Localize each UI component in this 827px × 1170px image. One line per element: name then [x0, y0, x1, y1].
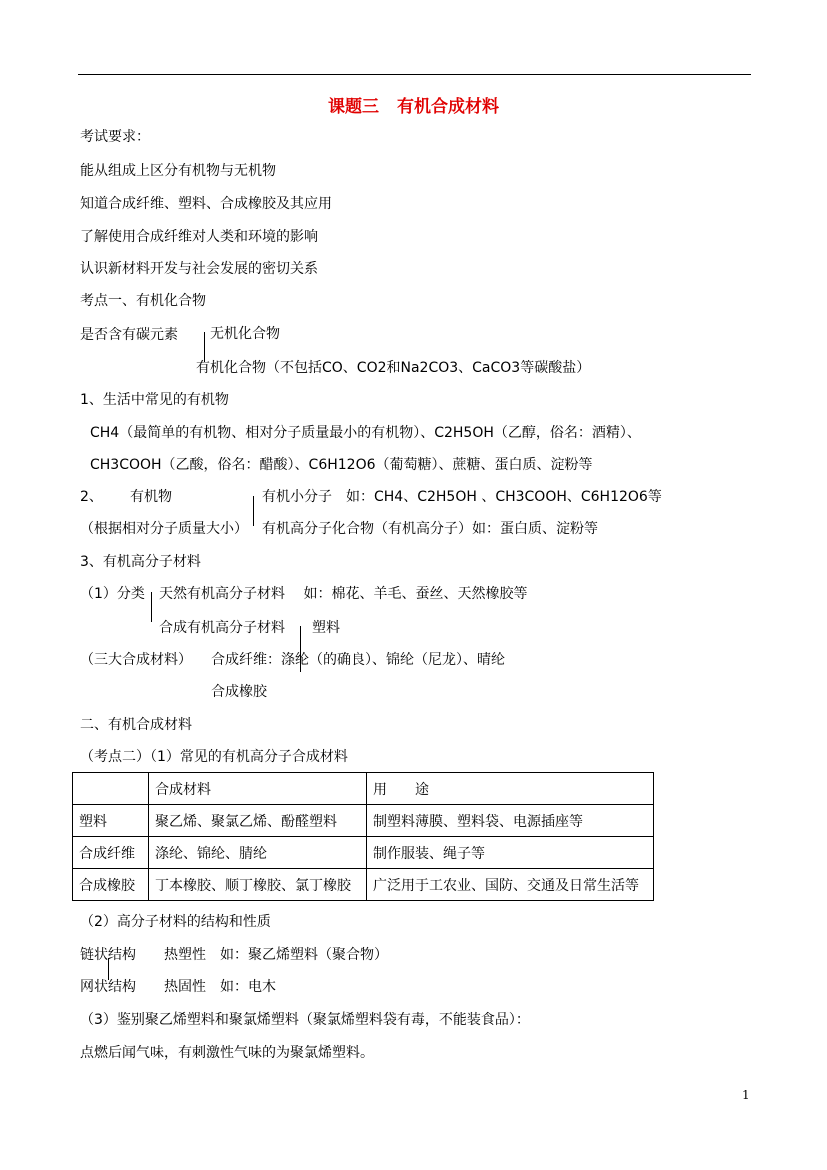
- plastic-label: 塑料: [312, 620, 340, 636]
- classify-basis: （根据相对分子质量大小）: [80, 521, 248, 537]
- table-cell: 合成橡胶: [73, 869, 149, 901]
- table-cell: 制塑料薄膜、塑料袋、电源插座等: [367, 805, 654, 837]
- carbon-label: 是否含有碳元素: [80, 327, 178, 343]
- synthetic-polymer: 合成有机高分子材料: [159, 620, 285, 636]
- requirement-item: 知道合成纤维、塑料、合成橡胶及其应用: [80, 196, 332, 212]
- materials-table: [72, 772, 654, 901]
- table-cell: 涤纶、锦纶、腈纶: [149, 837, 367, 869]
- classify-brace: [253, 496, 254, 526]
- page-title: [0, 92, 827, 117]
- polymer-class-label: （1）分类: [80, 586, 145, 602]
- inorganic-compound: 无机化合物: [210, 326, 280, 342]
- large-molecule: 有机高分子化合物（有机高分子）如：蛋白质、淀粉等: [262, 521, 598, 537]
- classify-number: 2、: [80, 489, 103, 505]
- classification-brace: [204, 332, 205, 362]
- table-cell: 制作服装、绳子等: [367, 837, 654, 869]
- common-line1: CH4（最简单的有机物、相对分子质量最小的有机物）、C2H5OH（乙醇，俗名：酒精）、: [90, 425, 641, 441]
- table-row: [73, 805, 654, 837]
- header-rule: [78, 74, 751, 75]
- page-number: 1: [742, 1088, 750, 1102]
- section2-heading: 二、有机合成材料: [80, 717, 192, 733]
- point1-heading: 考点一、有机化合物: [80, 293, 206, 309]
- classify-label: 有机物: [130, 489, 172, 505]
- table-header-cell: 合成材料: [149, 773, 367, 805]
- table-cell: 聚乙烯、聚氯乙烯、酚醛塑料: [149, 805, 367, 837]
- section2-sub: （考点二）（1）常见的有机高分子合成材料: [80, 749, 348, 765]
- title-part1: 课题三: [328, 97, 380, 117]
- common-line2: CH3COOH（乙酸，俗名：醋酸）、C6H12O6（葡萄糖）、蔗糖、蛋白质、淀粉等: [90, 457, 593, 473]
- table-header-cell: [73, 773, 149, 805]
- table-header-cell: 用 途: [367, 773, 654, 805]
- table-cell: 塑料: [73, 805, 149, 837]
- chain-structure: 链状结构 热塑性 如：聚乙烯塑料（聚合物）: [80, 947, 388, 963]
- requirement-item: 了解使用合成纤维对人类和环境的影响: [80, 229, 318, 245]
- structure-brace: [108, 958, 109, 980]
- three-materials-label: （三大合成材料）: [80, 652, 192, 668]
- polymer-heading: 3、有机高分子材料: [80, 554, 201, 570]
- table-row: [73, 837, 654, 869]
- table-row: [73, 869, 654, 901]
- identify-text: 点燃后闻气味，有刺激性气味的为聚氯烯塑料。: [80, 1045, 374, 1061]
- requirement-item: 认识新材料开发与社会发展的密切关系: [80, 261, 318, 277]
- requirement-item: 能从组成上区分有机物与无机物: [80, 163, 276, 179]
- table-cell: 广泛用于工农业、国防、交通及日常生活等: [367, 869, 654, 901]
- identify-heading: （3）鉴别聚乙烯塑料和聚氯烯塑料（聚氯烯塑料袋有毒，不能装食品）：: [80, 1012, 530, 1028]
- table-header-row: [73, 773, 654, 805]
- requirements-heading: 考试要求：: [80, 129, 150, 145]
- natural-polymer: 天然有机高分子材料 如：棉花、羊毛、蚕丝、天然橡胶等: [159, 586, 528, 602]
- network-structure: 网状结构 热固性 如：电木: [80, 979, 276, 995]
- organic-compound: 有机化合物（不包括CO、CO2和Na2CO3、CaCO3等碳酸盐）: [196, 360, 591, 376]
- table-cell: 丁本橡胶、顺丁橡胶、氯丁橡胶: [149, 869, 367, 901]
- small-molecule: 有机小分子 如：CH4、C2H5OH 、CH3COOH、C6H12O6等: [262, 489, 662, 505]
- synthetic-rubber: 合成橡胶: [211, 684, 267, 700]
- common-heading: 1、生活中常见的有机物: [80, 392, 229, 408]
- synthetic-fiber: 合成纤维：涤纶（的确良）、锦纶（尼龙）、晴纶: [211, 652, 505, 668]
- table-cell: 合成纤维: [73, 837, 149, 869]
- structure-heading: （2）高分子材料的结构和性质: [80, 914, 271, 930]
- title-part2: 有机合成材料: [396, 97, 499, 117]
- polymer-brace: [151, 592, 152, 622]
